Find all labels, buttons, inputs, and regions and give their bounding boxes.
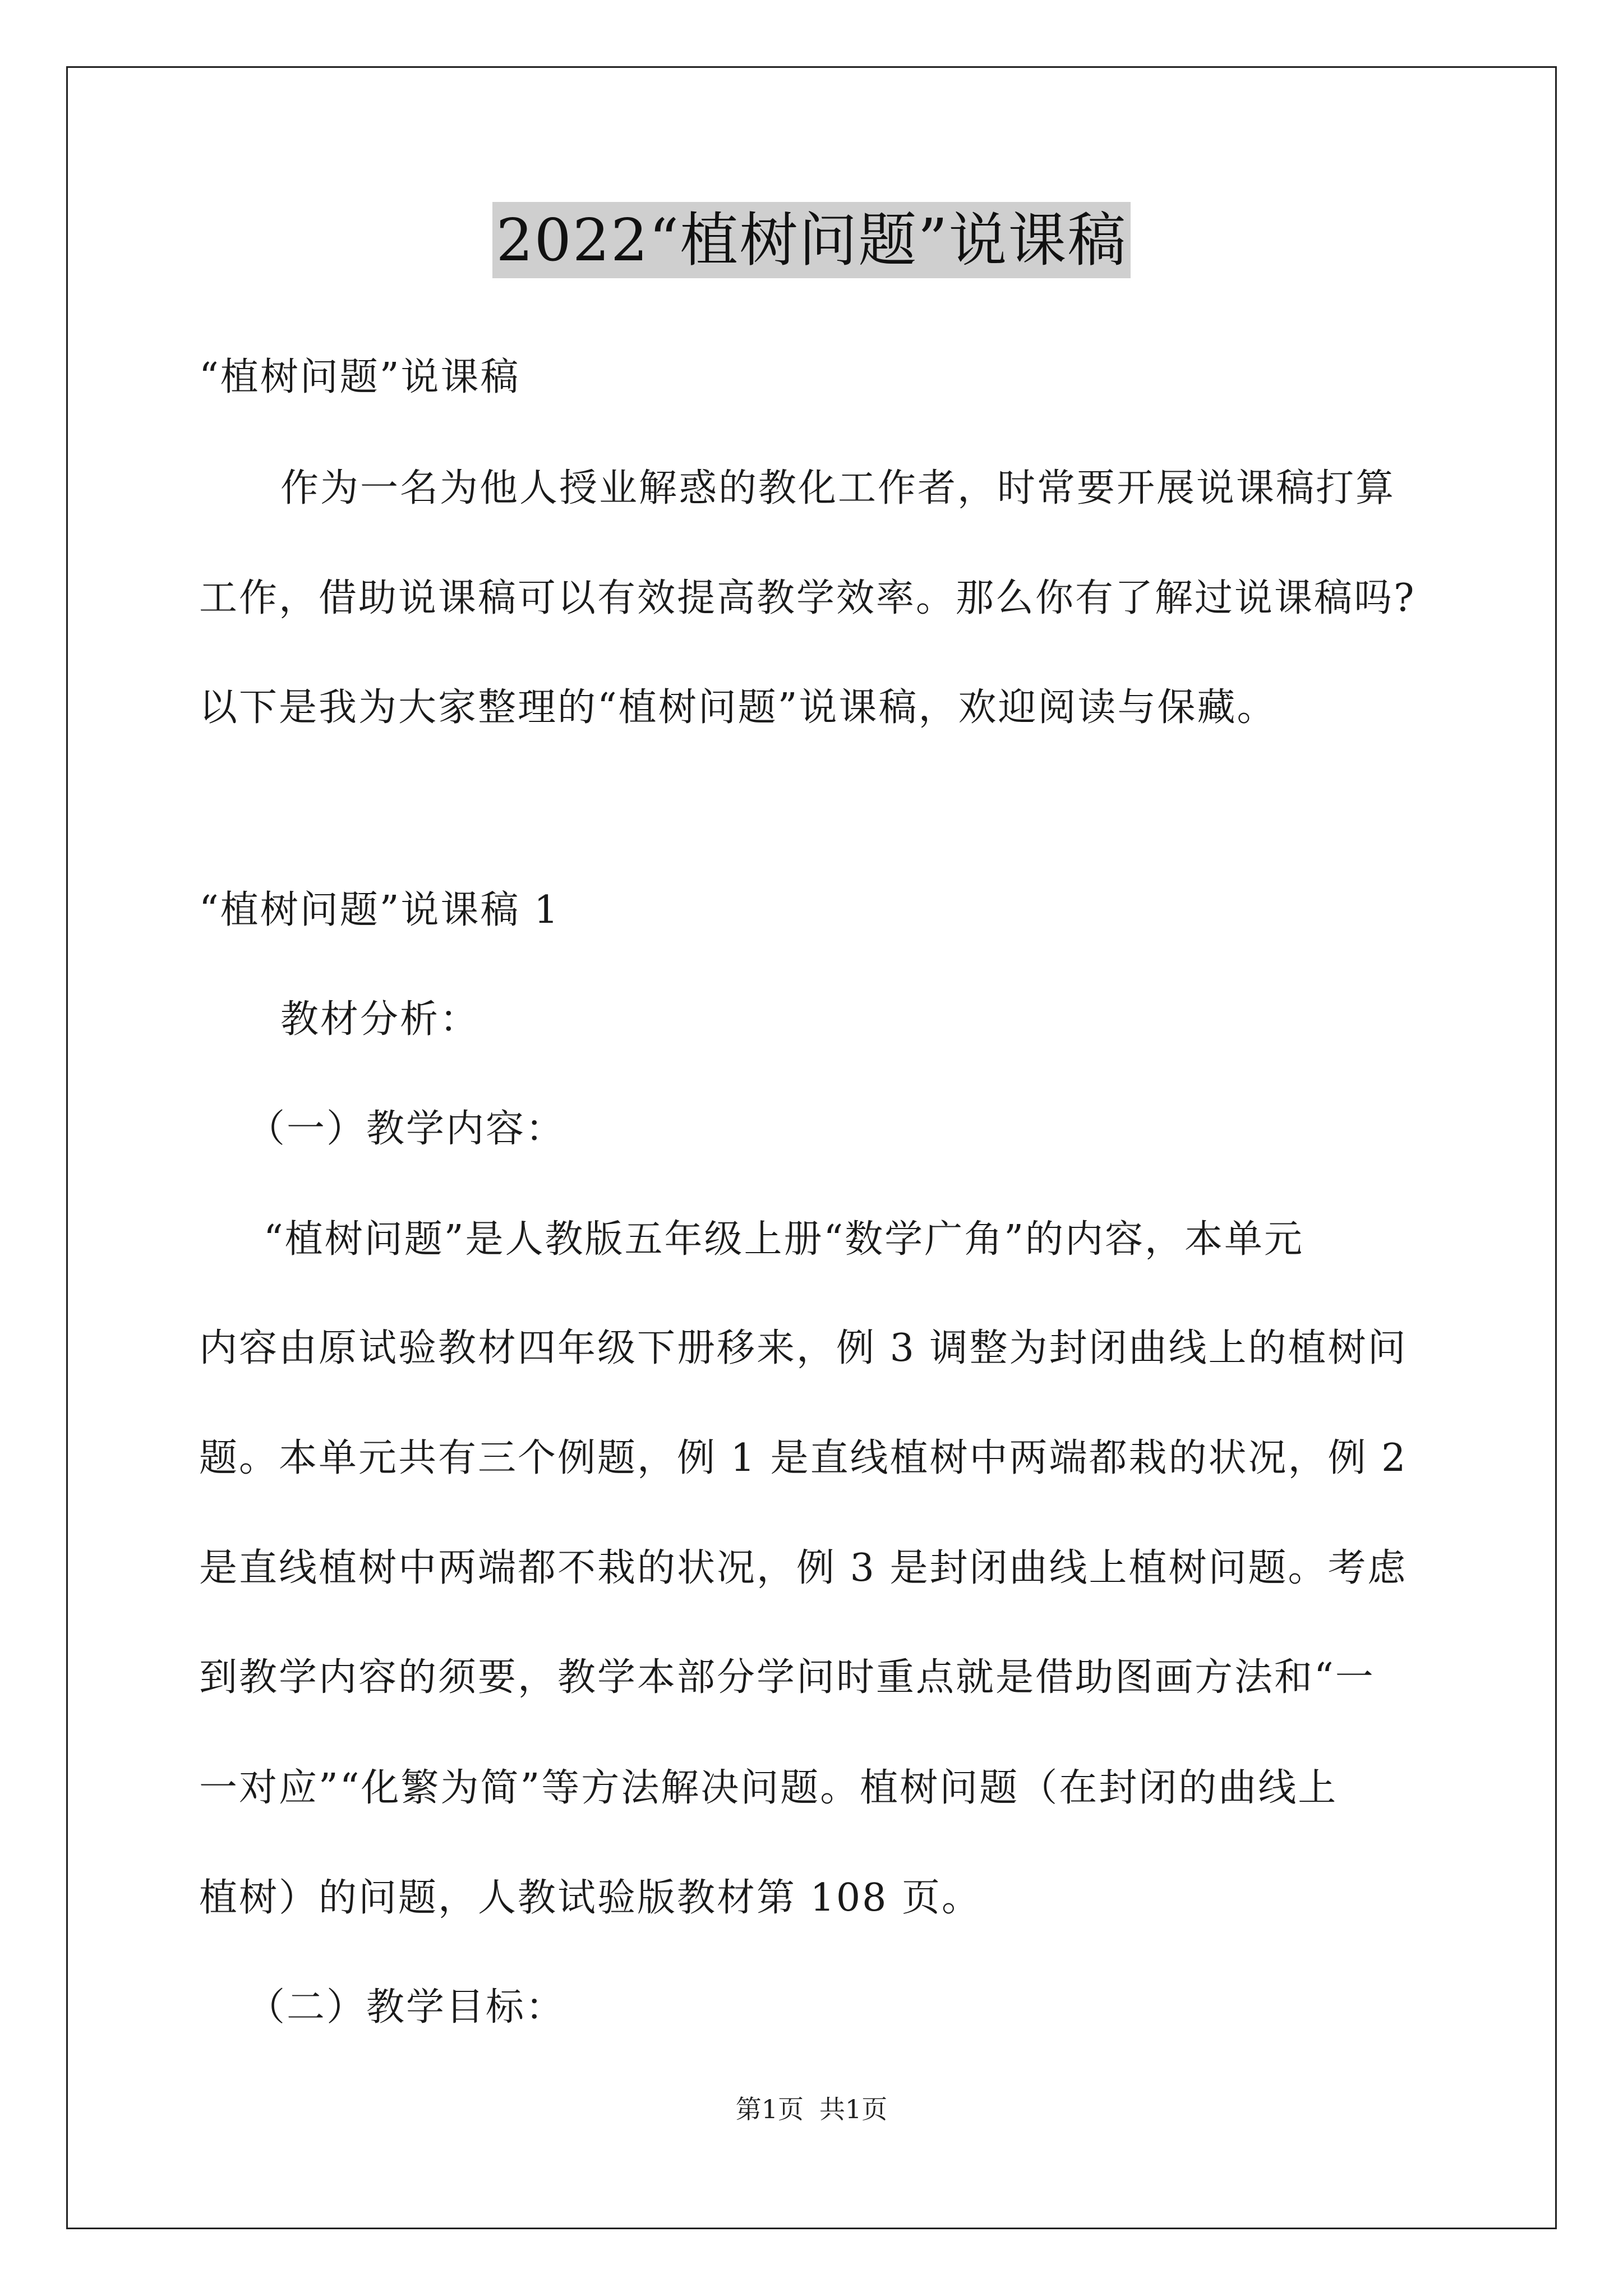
title-container	[0, 202, 1623, 278]
intro-line: 作为一名为他人授业解惑的教化工作者，时常要开展说课稿打算	[280, 466, 1396, 510]
content-line: 是直线植树中两端都不栽的状况，例 3 是封闭曲线上植树问题。考虑	[199, 1546, 1408, 1590]
content-line: 内容由原试验教材四年级下册移来，例 3 调整为封闭曲线上的植树问	[199, 1326, 1408, 1370]
section-heading: “植树问题”说课稿 1	[199, 888, 560, 932]
page-total: 共1页	[819, 2094, 888, 2124]
document-title: 2022“植树问题”说课稿	[492, 202, 1130, 278]
intro-line: 以下是我为大家整理的“植树问题”说课稿，欢迎阅读与保藏。	[199, 685, 1277, 730]
content-line: 植树）的问题，人教试验版教材第 108 页。	[199, 1876, 982, 1920]
analysis-heading: 教材分析：	[280, 997, 480, 1042]
content-line: 题。本单元共有三个例题，例 1 是直线植树中两端都栽的状况，例 2	[199, 1436, 1408, 1480]
page-footer	[0, 2092, 1623, 2126]
content-line: 一对应”“化繁为简”等方法解决问题。植树问题（在封闭的曲线上	[199, 1766, 1338, 1810]
content-heading: （一）教学内容：	[247, 1107, 566, 1151]
document-subtitle: “植树问题”说课稿	[199, 355, 520, 399]
content-line: 到教学内容的须要，教学本部分学问时重点就是借助图画方法和“一	[199, 1655, 1375, 1700]
intro-line: 工作，借助说课稿可以有效提高教学效率。那么你有了解过说课稿吗?	[199, 576, 1416, 620]
page-number: 第1页	[735, 2094, 804, 2124]
goal-heading: （二）教学目标：	[247, 1985, 566, 2030]
content-line: “植树问题”是人教版五年级上册“数学广角”的内容，本单元	[264, 1217, 1304, 1262]
